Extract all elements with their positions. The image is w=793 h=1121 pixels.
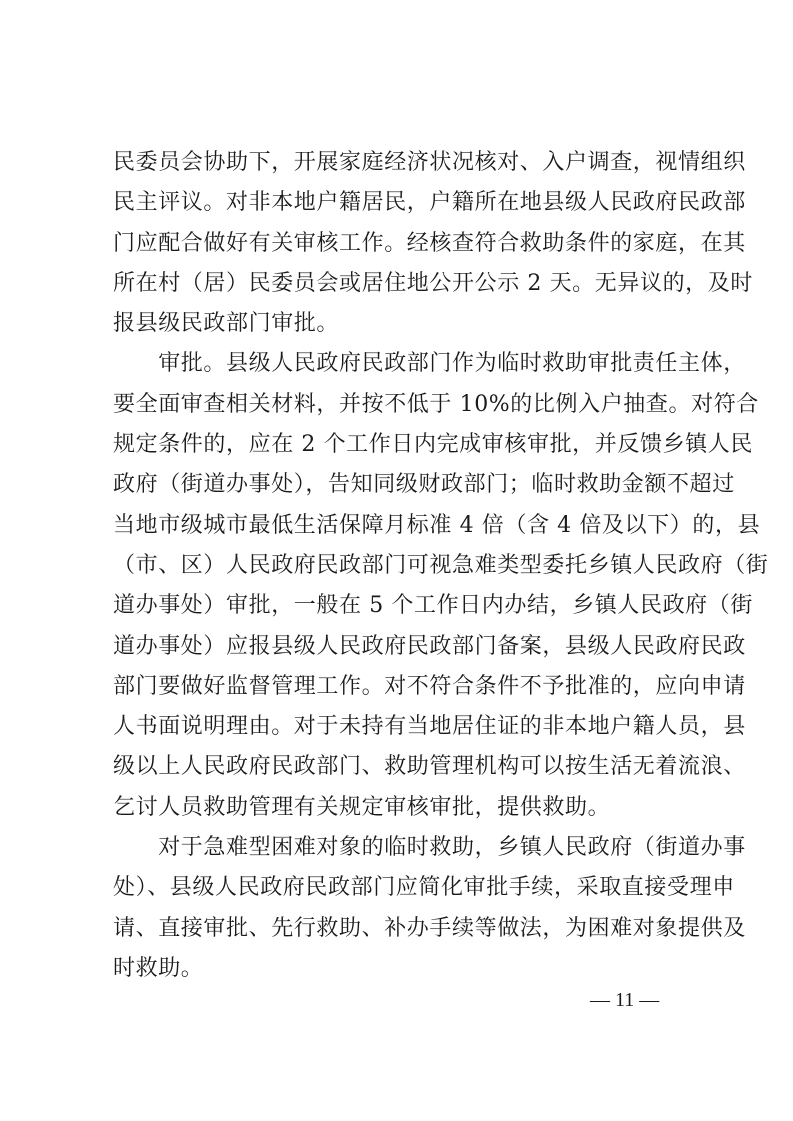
text-line: 民主评议。对非本地户籍居民，户籍所在地县级人民政府民政部	[113, 190, 746, 216]
text-line: 要全面审查相关材料，并按不低于 10%的比例入户抽查。对符合	[113, 391, 759, 417]
text-line: 民委员会协助下，开展家庭经济状况核对、入户调查，视情组织	[113, 150, 746, 175]
text-line: 审批。县级人民政府民政部门作为临时救助审批责任主体，	[113, 351, 746, 377]
text-line: 报县级民政部门审批。	[113, 311, 340, 337]
text-line: 道办事处）应报县级人民政府民政部门备案，县级人民政府民政	[113, 633, 746, 659]
text-line: 所在村（居）民委员会或居住地公开公示 2 天。无异议的，及时	[113, 270, 753, 296]
text-line: 处）、县级人民政府民政部门应简化审批手续，采取直接受理申	[113, 875, 735, 901]
text-line: 政府（街道办事处），告知同级财政部门；临时救助金额不超过	[113, 472, 735, 498]
text-line: 乞讨人员救助管理有关规定审核审批，提供救助。	[113, 794, 611, 820]
body-text	[113, 143, 769, 989]
text-line: 道办事处）审批，一般在 5 个工作日内办结，乡镇人民政府（街	[113, 593, 753, 619]
text-line: 级以上人民政府民政部门、救助管理机构可以按生活无着流浪、	[113, 754, 746, 780]
text-line: 对于急难型困难对象的临时救助，乡镇人民政府（街道办事	[113, 835, 746, 861]
text-line: 请、直接审批、先行救助、补办手续等做法，为困难对象提供及	[113, 915, 746, 941]
text-line: （市、区）人民政府民政部门可视急难类型委托乡镇人民政府（街	[113, 552, 769, 578]
text-line: 部门要做好监督管理工作。对不符合条件不予批准的，应向申请	[113, 673, 746, 699]
page-number: — 11 —	[590, 989, 660, 1011]
text-line: 规定条件的，应在 2 个工作日内完成审核审批，并反馈乡镇人民	[113, 432, 753, 458]
text-line: 人书面说明理由。对于未持有当地居住证的非本地户籍人员，县	[113, 714, 746, 740]
text-line: 时救助。	[113, 955, 204, 981]
text-line: 当地市级城市最低生活保障月标准 4 倍（含 4 倍及以下）的，县	[113, 512, 761, 538]
text-line: 门应配合做好有关审核工作。经核查符合救助条件的家庭，在其	[113, 230, 746, 256]
